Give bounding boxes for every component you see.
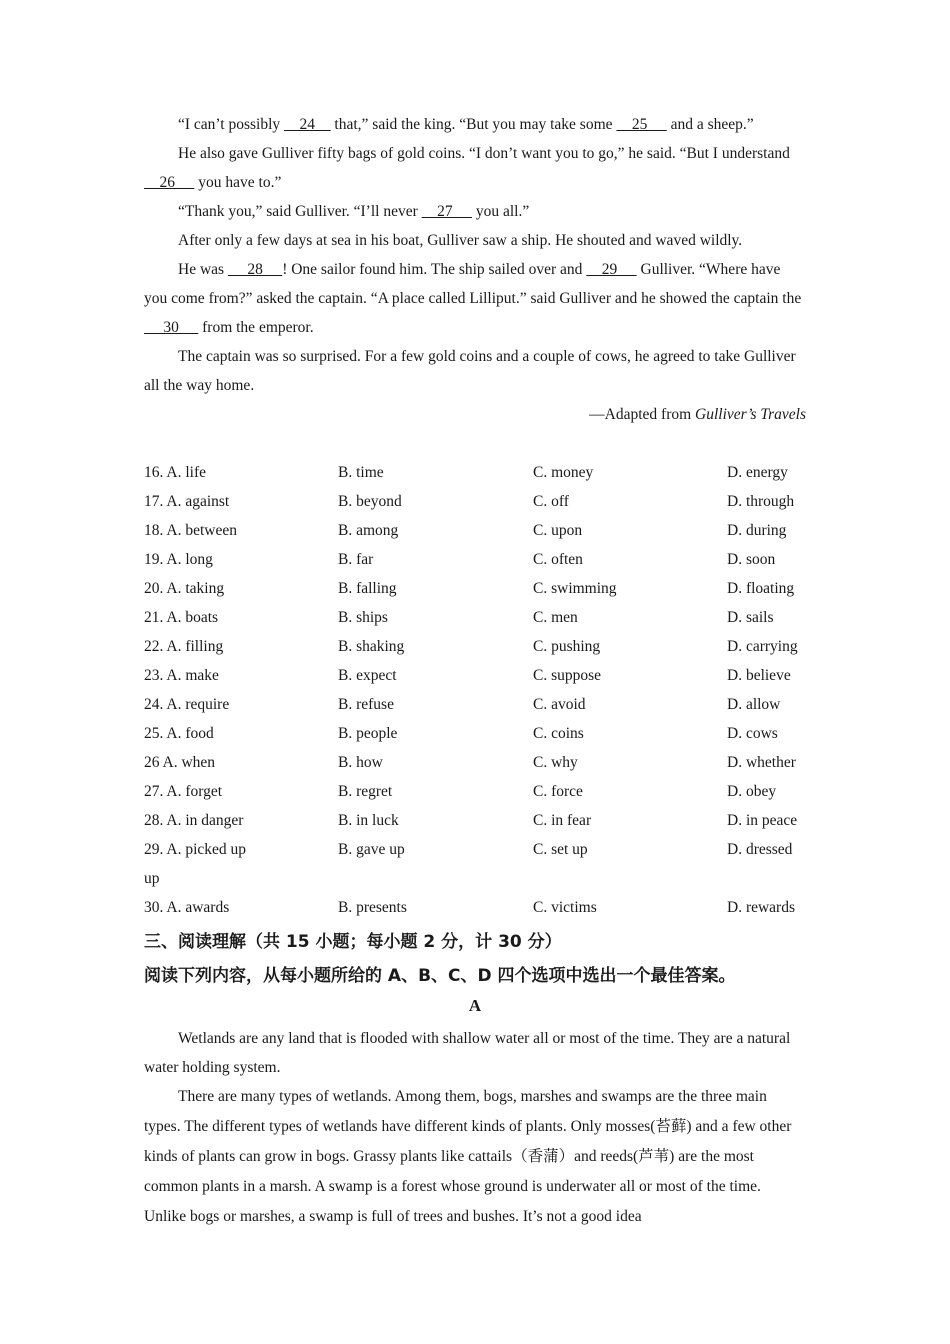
option-b: B. expect: [338, 667, 397, 684]
option-b: B. people: [338, 725, 398, 742]
text: and a sheep.”: [666, 116, 754, 133]
story-source: [144, 400, 806, 429]
option-b: B. among: [338, 522, 399, 539]
option-d: D. believe: [727, 667, 791, 684]
option-c: C. avoid: [533, 696, 586, 713]
story-paragraph-1: [144, 110, 806, 139]
blank-28: 28: [227, 261, 283, 278]
option-row: [144, 574, 824, 603]
option-d: D. carrying: [727, 638, 798, 655]
passage-paragraph-1: Wetlands are any land that is flooded with shallow water all or most of the time. They are a natural water holding system.: [144, 1030, 791, 1076]
option-d: D. cows: [727, 725, 778, 742]
option-a: 30. A. awards: [144, 899, 230, 916]
option-row: [144, 748, 824, 777]
option-d: D. energy: [727, 464, 788, 481]
option-a: up: [144, 870, 160, 887]
text: Gulliver. “Where have you come from?” asked the captain. “A place called Lilliput.” said Gulliver and he showed the captain the: [144, 261, 802, 307]
text: ! One sailor found him. The ship sailed over and: [282, 261, 587, 278]
option-c: C. men: [533, 609, 578, 626]
option-c: C. money: [533, 464, 594, 481]
option-a: 22. A. filling: [144, 638, 224, 655]
text: from the emperor.: [198, 319, 314, 336]
story-paragraph-6: The captain was so surprised. For a few gold coins and a couple of cows, he agreed to take Gulliver all the way home.: [144, 348, 796, 394]
option-d: D. obey: [727, 783, 777, 800]
blank-26: 26: [144, 174, 195, 191]
option-a: 21. A. boats: [144, 609, 219, 626]
option-row: [144, 516, 824, 545]
passage-paragraph-2: There are many types of wetlands. Among them, bogs, marshes and swamps are the three main types. The different types of wetlands have different kinds of plants. Only mosses(苔藓) and a few other kinds of plants can grow in bogs. Grassy plants like cattails（香蒲）and reeds(芦苇) are the most common plants in a marsh. A swamp is a forest whose ground is underwater all or most of the time. Unlike bogs or marshes, a swamp is full of trees and bushes. It’s not a good idea: [144, 1088, 792, 1225]
option-a: 19. A. long: [144, 551, 213, 568]
option-c: C. in fear: [533, 812, 592, 829]
option-row: [144, 458, 824, 487]
option-d: D. rewards: [727, 899, 796, 916]
option-d: D. dressed: [727, 841, 793, 858]
option-b: B. gave up: [338, 841, 405, 858]
option-d: D. in peace: [727, 812, 798, 829]
option-d: D. during: [727, 522, 787, 539]
option-a: 24. A. require: [144, 696, 230, 713]
option-b: B. refuse: [338, 696, 394, 713]
option-c: C. pushing: [533, 638, 601, 655]
blank-29: 29: [586, 261, 637, 278]
text: “I can’t possibly: [178, 116, 285, 133]
option-d: D. soon: [727, 551, 776, 568]
blank-25: 25: [616, 116, 667, 133]
option-a: 27. A. forget: [144, 783, 223, 800]
options-list: [144, 458, 824, 922]
option-b: B. ships: [338, 609, 388, 626]
option-c: C. force: [533, 783, 583, 800]
option-a: 20. A. taking: [144, 580, 225, 597]
option-c: C. off: [533, 493, 569, 510]
option-a: 26 A. when: [144, 754, 216, 771]
option-b: B. falling: [338, 580, 397, 597]
option-d: D. whether: [727, 754, 796, 771]
option-c: C. suppose: [533, 667, 602, 684]
option-row: [144, 806, 824, 835]
option-row: [144, 690, 824, 719]
option-b: B. beyond: [338, 493, 402, 510]
option-c: C. victims: [533, 899, 597, 916]
option-b: B. regret: [338, 783, 393, 800]
option-b: B. time: [338, 464, 384, 481]
option-a: 17. A. against: [144, 493, 230, 510]
text: that,” said the king. “But you may take some: [330, 116, 617, 133]
option-b: B. presents: [338, 899, 407, 916]
option-row: [144, 893, 824, 922]
option-row: [144, 487, 824, 516]
source-prefix: —Adapted from: [589, 406, 696, 423]
option-c: C. swimming: [533, 580, 617, 597]
story-paragraph-2: [144, 139, 806, 197]
option-d: D. allow: [727, 696, 781, 713]
option-a: 29. A. picked up: [144, 841, 247, 858]
option-c: C. often: [533, 551, 583, 568]
section-instruction: 阅读下列内容，从每小题所给的 A、B、C、D 四个选项中选出一个最佳答案。: [144, 966, 736, 986]
option-c: C. coins: [533, 725, 584, 742]
blank-30: 30: [144, 319, 199, 336]
option-row: [144, 835, 824, 864]
option-row: [144, 661, 824, 690]
section-heading: 三、阅读理解（共 15 小题；每小题 2 分，计 30 分）: [144, 932, 562, 952]
option-row: [144, 864, 824, 893]
option-d: D. through: [727, 493, 795, 510]
text: you all.”: [472, 203, 530, 220]
option-d: D. sails: [727, 609, 774, 626]
option-row: [144, 545, 824, 574]
option-d: D. floating: [727, 580, 795, 597]
source-title: Gulliver’s Travels: [695, 406, 806, 423]
option-b: B. shaking: [338, 638, 405, 655]
option-row: [144, 603, 824, 632]
option-a: 28. A. in danger: [144, 812, 244, 829]
option-a: 25. A. food: [144, 725, 214, 742]
option-c: C. upon: [533, 522, 583, 539]
text: you have to.”: [194, 174, 282, 191]
option-row: [144, 632, 824, 661]
blank-27: 27: [421, 203, 472, 220]
option-c: C. set up: [533, 841, 588, 858]
text: He also gave Gulliver fifty bags of gold coins. “I don’t want you to go,” he said. “But I understand: [178, 145, 790, 162]
blank-24: 24: [284, 116, 331, 133]
option-a: 18. A. between: [144, 522, 237, 539]
text: “Thank you,” said Gulliver. “I’ll never: [178, 203, 422, 220]
option-b: B. far: [338, 551, 374, 568]
option-c: C. why: [533, 754, 578, 771]
story-paragraph-3: [144, 197, 806, 226]
reading-passage: [144, 1024, 806, 1232]
cloze-story: [144, 110, 806, 429]
option-a: 23. A. make: [144, 667, 219, 684]
option-row: [144, 777, 824, 806]
option-b: B. in luck: [338, 812, 399, 829]
option-b: B. how: [338, 754, 383, 771]
option-a: 16. A. life: [144, 464, 206, 481]
option-row: [144, 719, 824, 748]
text: He was: [178, 261, 228, 278]
story-paragraph-4: After only a few days at sea in his boat, Gulliver saw a ship. He shouted and waved wildly.: [178, 232, 743, 249]
passage-letter: A: [468, 996, 482, 1015]
story-paragraph-5: [144, 255, 806, 342]
